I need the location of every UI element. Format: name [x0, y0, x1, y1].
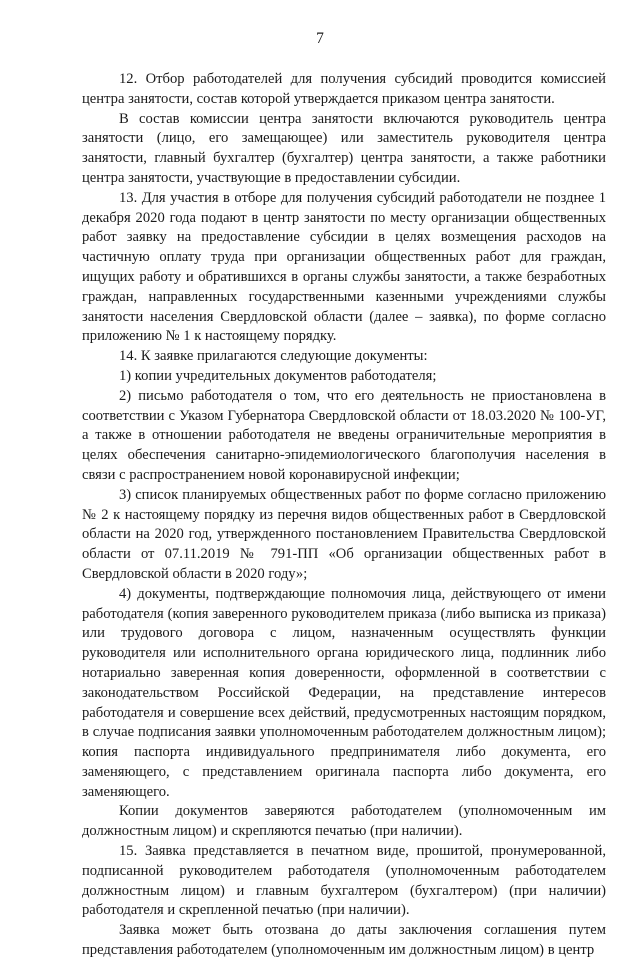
list-item-2: 2) письмо работодателя о том, что его деятельность не приостановлена в соответствии с Указом Губернатора Свердловской области от 18.03.2020 № 100-УГ, а также в отношении работодателя не введены ограничительные мероприятия в целях обеспечения санитарно-эпидемиологического благополучия населения в связи с распространением новой коронавирусной инфекции;: [82, 387, 606, 483]
page-number: 7: [316, 30, 324, 47]
paragraph-withdrawal: Заявка может быть отозвана до даты заключения соглашения путем представления работодателем (уполномоченным им должностным лицом) в центр: [82, 922, 606, 959]
paragraph-15-submission: 15. Заявка представляется в печатном виде, прошитой, пронумерованной, подписанной руководителем работодателя (уполномоченным работодателем должностным лицом) и главным бухгалтером (бухгалтером) (при наличии) работодателя и скрепленной печатью (при наличии).: [82, 843, 606, 919]
paragraph-commission-composition: В состав комиссии центра занятости включаются руководитель центра занятости (лицо, его замещающее) или заместитель руководителя центра занятости, главный бухгалтер (бухгалтер) центра занятости, а также работники центра занятости, участвующие в предоставлении субсидии.: [82, 110, 606, 186]
document-body: [82, 70, 606, 961]
list-item-1: 1) копии учредительных документов работодателя;: [119, 367, 437, 384]
list-item-3: 3) список планируемых общественных работ по форме согласно приложению № 2 к настоящему порядку из перечня видов общественных работ в Свердловской области на 2020 год, утвержденного постановлением Правительства Свердловской области от 07.11.2019 № 791-ПП «Об организации общественных работ в Свердловской области в 2020 году»;: [82, 486, 606, 582]
paragraph-14-documents: 14. К заявке прилагаются следующие документы:: [119, 348, 428, 365]
paragraph-12-selection: 12. Отбор работодателей для получения субсидий проводится комиссией центра занятости, состав которой утверждается приказом центра занятости.: [82, 71, 606, 107]
paragraph-13-application: 13. Для участия в отборе для получения субсидий работодатели не позднее 1 декабря 2020 года подают в центр занятости по месту организации общественных работ заявку на предоставление субсидии в целях возмещения расходов на частичную оплату труда при организации общественных работ для граждан, ищущих работу и обратившихся в органы службы занятости, а также безработных граждан, направленных государственными казенными учреждениями службы занятости населения Свердловской области (далее – заявка), по форме согласно приложению № 1 к настоящему порядку.: [82, 189, 606, 345]
list-item-4: 4) документы, подтверждающие полномочия лица, действующего от имени работодателя (копия заверенного руководителем приказа (либо выписка из приказа) или трудового договора с лицом, назначенным осуществлять функции руководителя или исполнительного органа юридического лица, подлинник либо нотариально заверенная копия доверенности, оформленной в соответствии с законодательством Российской Федерации, на представление интересов работодателя и совершение всех действий, предусмотренных настоящим порядком, в случае подписания заявки уполномоченным работодателем должностным лицом); копия паспорта индивидуального предпринимателя либо документа, его заменяющего, с представлением оригинала паспорта либо документа, его заменяющего.: [82, 585, 606, 800]
paragraph-copies-certification: Копии документов заверяются работодателем (уполномоченным им должностным лицом) и скрепляются печатью (при наличии).: [82, 803, 606, 840]
